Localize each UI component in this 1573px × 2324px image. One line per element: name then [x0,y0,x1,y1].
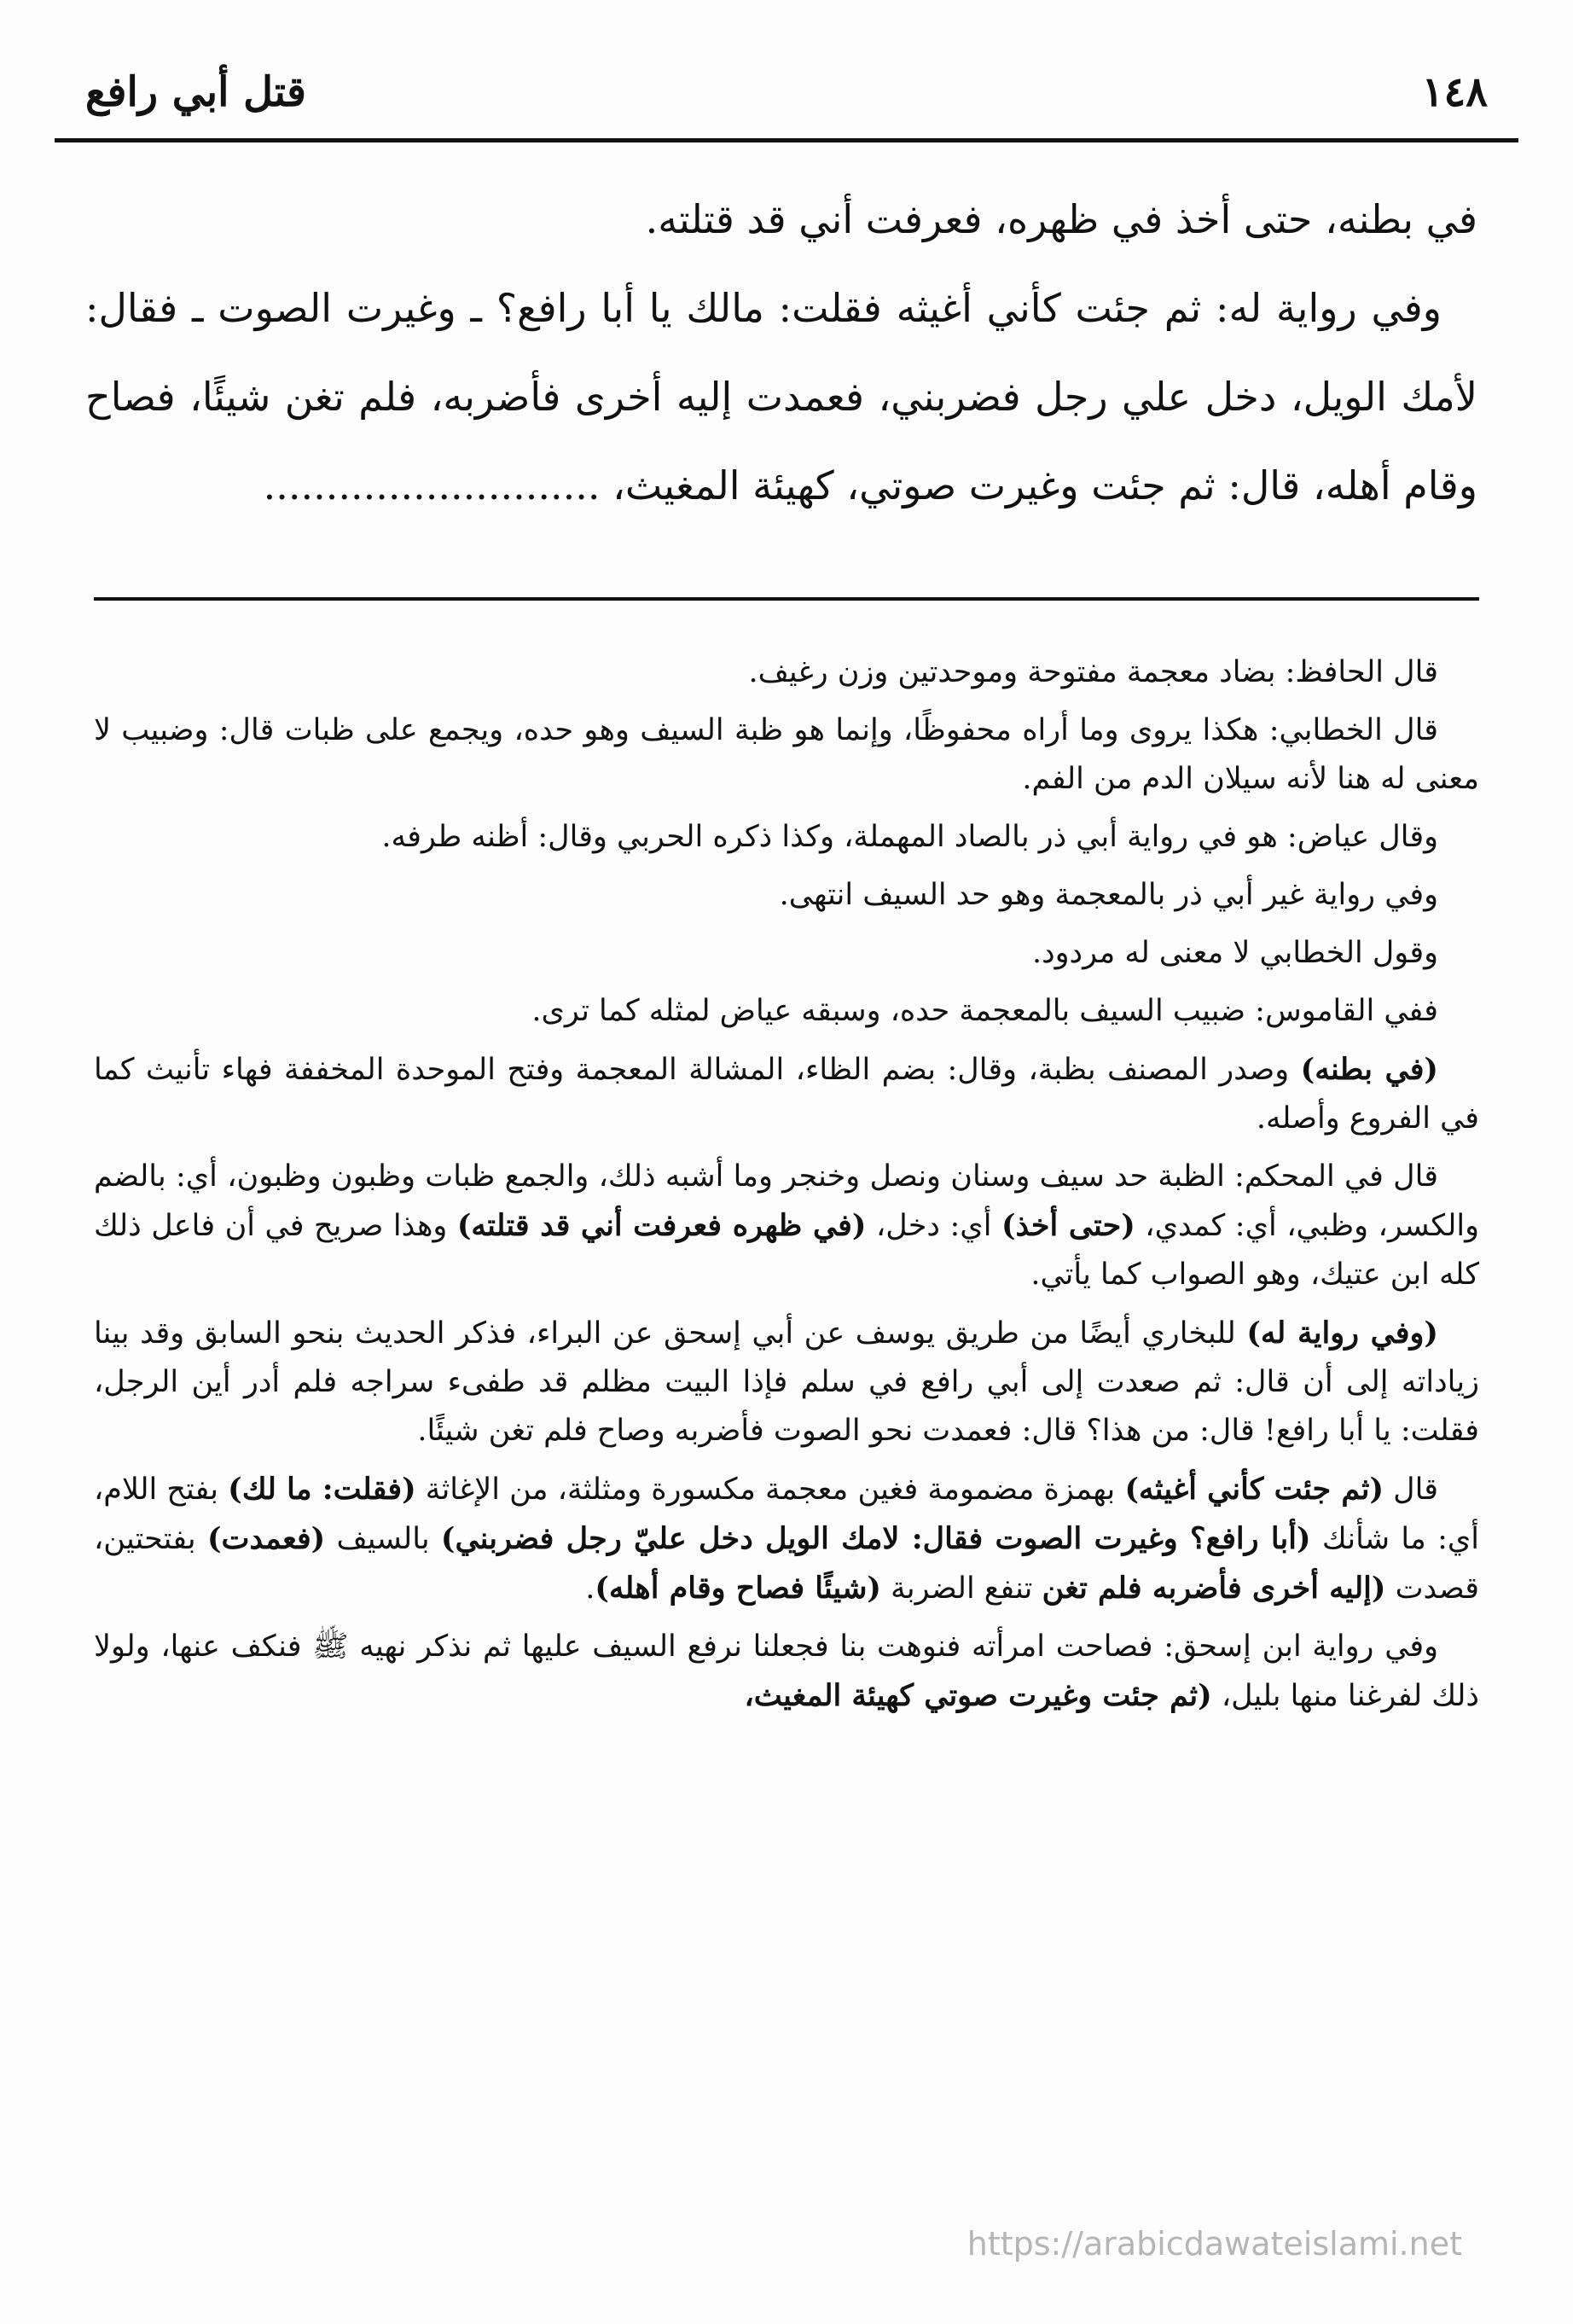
running-title: قتل أبي رافع [85,68,306,116]
quoted-phrase: (أبا رافع؟ وغيرت الصوت فقال: لامك الويل دخل عليّ رجل فضربني) [440,1521,1311,1556]
commentary-paragraph: قال الخطابي: هكذا يروى وما أراه محفوظًا، وإنما هو ظبة السيف وهو حده، ويجمع على ظبات قال: وضبيب لا معنى له هنا لأنه سيلان الدم من الفم. [94,713,1479,796]
quoted-phrase: (ثم جئت وغيرت صوتي كهيئة المغيث، [744,1678,1212,1713]
commentary-paragraph: ففي القاموس: ضبيب السيف بالمعجمة حده، وسبقه عياض لمثله كما ترى. [531,994,1438,1028]
commentary-text: وفي رواية ابن إسحق: فصاحت امرأته فنوهت بنا فجعلنا نرفع السيف عليها ثم نذكر نهيه ﷺ فنكف عنها، ولولا ذلك لفرغنا منها بليل، [94,1630,1479,1713]
commentary-text: وصدر المصنف بظبة، وقال: بضم الظاء، المشالة المعجمة وفتح الموحدة المخففة فهاء تأنيث كما في الفروع وأصله. [94,1053,1479,1136]
footnote-separator [94,597,1479,601]
commentary-paragraph: وقول الخطابي لا معنى له مردود. [1031,936,1438,970]
commentary-paragraph: وفي رواية غير أبي ذر بالمعجمة وهو حد السيف انتهى. [779,878,1438,912]
watermark-url: https://arabicdawateislami.net [966,2225,1462,2263]
commentary-paragraph: قال الحافظ: بضاد معجمة مفتوحة وموحدتين وزن رغيف. [748,655,1438,689]
quoted-phrase: (في بطنه) [1300,1052,1438,1087]
quoted-phrase: (ثم جئت كأني أغيثه) [1124,1472,1384,1507]
main-paragraph: في بطنه، حتى أخذ في ظهره، فعرفت أني قد قتلته. [645,196,1477,242]
page-header [55,60,1518,137]
commentary-text: بفتحتين، قصدت [94,1522,1479,1606]
quoted-phrase: (في ظهره فعرفت أني قد قتلته) [456,1208,867,1243]
header-rule [55,138,1518,142]
commentary-text: . [585,1572,595,1606]
quoted-phrase: (وفي رواية له) [1246,1316,1438,1351]
commentary-text: وهذا صريح في أن فاعل ذلك كله ابن عتيك، وهو الصواب كما يأتي. [94,1209,1479,1292]
commentary-paragraph [94,1623,1479,1721]
commentary-paragraph: وقال عياض: هو في رواية أبي ذر بالصاد المهملة، وكذا ذكره الحربي وقال: أظنه طرفه. [381,820,1438,854]
quoted-phrase: (إليه أخرى فأضربه فلم تغن [1042,1571,1386,1606]
main-text [85,175,1477,530]
quoted-phrase: (فقلت: ما لك) [228,1472,416,1507]
main-paragraph-text: وفي رواية له: ثم جئت كأني أغيثه فقلت: مالك يا أبا رافع؟ ـ وغيرت الصوت ـ فقال: لأمك الويل، دخل علي رجل فضربني، فعمدت إليه أخرى فأضربه، فلم تغن شيئًا، فصاح وقام أهله، قال: ثم جئت وغيرت صوتي، كهيئة المغيث، [85,285,1477,508]
quoted-phrase: (فعمدت) [206,1521,326,1556]
commentary-text: بالسيف [325,1522,441,1556]
commentary-text: قال [1384,1473,1439,1507]
commentary-paragraph [94,1309,1479,1455]
ellipsis-dots: ........................... [263,462,601,508]
commentary [94,648,1479,1730]
commentary-text: بفتح اللام، أي: ما شأنك [94,1473,1479,1556]
commentary-paragraph [94,1045,1479,1143]
commentary-text: تنفع الضربة [880,1572,1042,1606]
page-number: ١٤٨ [1421,68,1488,116]
quoted-phrase: (حتى أخذ) [1001,1208,1135,1243]
main-paragraph [85,264,1477,530]
commentary-text: أي: دخل، [866,1209,1001,1243]
commentary-text: للبخاري أيضًا من طريق يوسف عن أبي إسحق عن البراء، فذكر الحديث بنحو السابق وقد بينا زياداته إلى أن قال: ثم صعدت إلى أبي رافع في سلم فإذا البيت مظلم قد طفىء سراجه فلم أدر أين الرجل، فقلت: يا أبا رافع! قال: من هذا؟ قال: فعمدت نحو الصوت فأضربه وصاح فلم تغن شيئًا. [94,1316,1479,1448]
commentary-text: قال في المحكم: الظبة حد سيف وسنان ونصل وخنجر وما أشبه ذلك، والجمع ظبات وظبون وظبون، أي: بالضم والكسر، وظبي، أي: كمدي، [94,1159,1480,1243]
commentary-paragraph [94,1465,1479,1613]
commentary-text: بهمزة مضمومة فغين معجمة مكسورة ومثلثة، من الإغاثة [415,1473,1125,1507]
quoted-phrase: (شيئًا فصاح وقام أهله) [595,1571,881,1606]
commentary-paragraph [94,1153,1479,1299]
